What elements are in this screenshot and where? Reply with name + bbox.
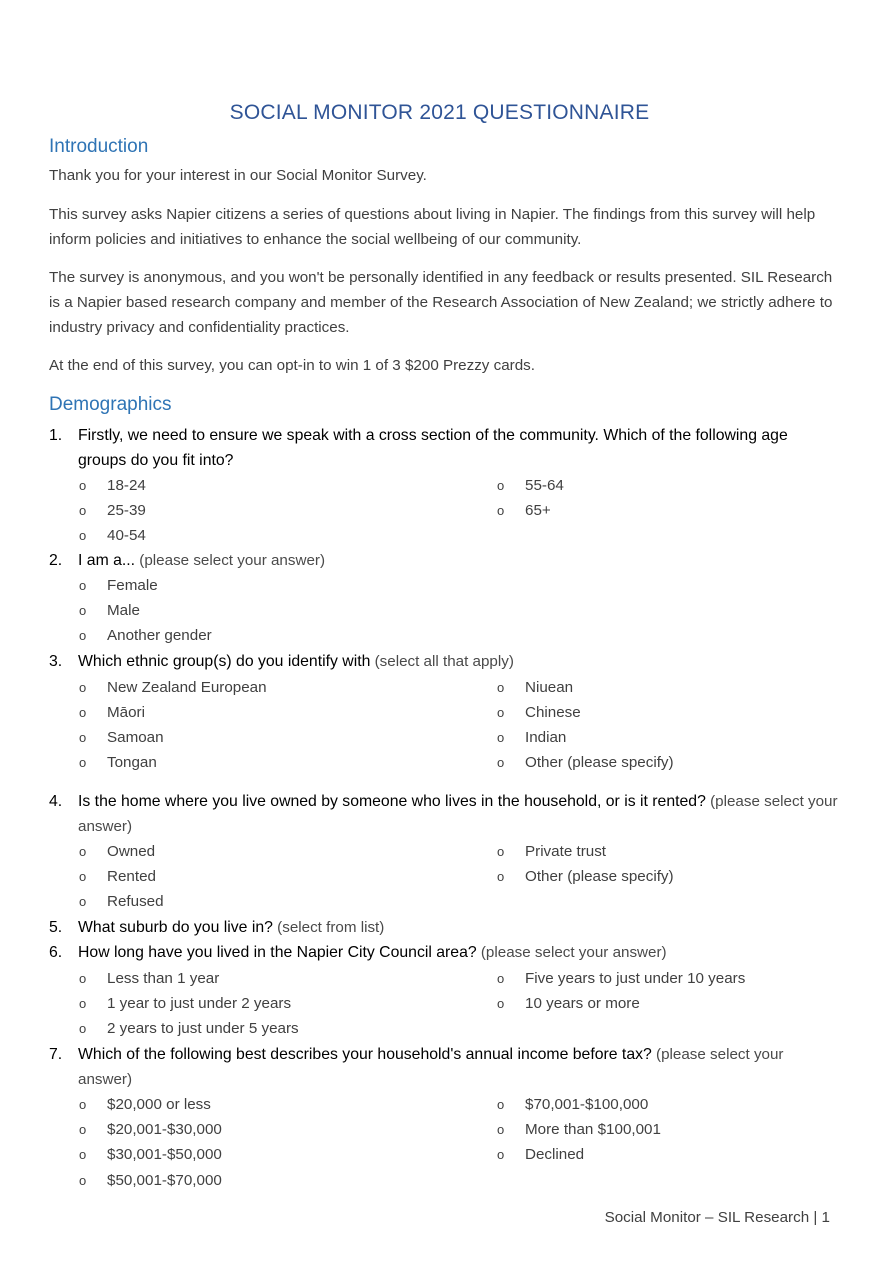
q6-option-2-to-5-years[interactable]: o 2 years to just under 5 years: [79, 1016, 299, 1041]
radio-circle-icon[interactable]: o: [497, 503, 505, 518]
question-text: Firstly, we need to ensure we speak with a cross section of the community. Which of the following age groups do you fit into?: [78, 427, 788, 469]
radio-circle-icon[interactable]: o: [79, 844, 87, 859]
radio-circle-icon[interactable]: o: [79, 1173, 87, 1188]
radio-circle-icon[interactable]: o: [497, 844, 505, 859]
q3-option-maori[interactable]: o Māori: [79, 700, 145, 725]
q7-option-declined[interactable]: o Declined: [497, 1142, 584, 1167]
question-text: Which of the following best describes your household's annual income before tax?: [78, 1046, 652, 1063]
radio-circle-icon[interactable]: o: [497, 971, 505, 986]
checkbox-circle-icon[interactable]: o: [79, 755, 87, 770]
radio-circle-icon[interactable]: o: [79, 578, 87, 593]
question-text: What suburb do you live in?: [78, 919, 273, 936]
radio-circle-icon[interactable]: o: [79, 1147, 87, 1162]
radio-circle-icon[interactable]: o: [497, 1147, 505, 1162]
radio-circle-icon[interactable]: o: [79, 503, 87, 518]
q1-option-18-24[interactable]: o 18-24: [79, 473, 146, 498]
q1-option-55-64[interactable]: o 55-64: [497, 473, 564, 498]
q4-option-private-trust[interactable]: o Private trust: [497, 839, 606, 864]
radio-circle-icon[interactable]: o: [79, 971, 87, 986]
q3-option-samoan[interactable]: o Samoan: [79, 725, 164, 750]
q2-option-female[interactable]: o Female: [79, 573, 158, 598]
question-hint: (select from list): [272, 919, 385, 936]
radio-circle-icon[interactable]: o: [79, 528, 87, 543]
question-text: I am a...: [78, 552, 136, 569]
question-hint: (please select your answer): [78, 793, 838, 835]
intro-paragraph-4: At the end of this survey, you can opt-in to win 1 of 3 $200 Prezzy cards.: [49, 357, 535, 374]
q3-option-chinese[interactable]: o Chinese: [497, 700, 581, 725]
checkbox-circle-icon[interactable]: o: [79, 680, 87, 695]
q7-option-20000-or-less[interactable]: o $20,000 or less: [79, 1092, 211, 1117]
question-1: [49, 423, 839, 473]
question-hint: (please select your answer): [135, 552, 326, 569]
question-2: 2. I am a... (please select your answer): [49, 552, 326, 569]
introduction-heading: Introduction: [49, 136, 149, 157]
question-hint: (please select your answer): [476, 944, 667, 961]
checkbox-circle-icon[interactable]: o: [497, 730, 505, 745]
radio-circle-icon[interactable]: o: [79, 869, 87, 884]
question-3: 3. Which ethnic group(s) do you identify with (select all that apply): [49, 653, 514, 670]
q7-option-more-than-100001[interactable]: o More than $100,001: [497, 1117, 661, 1142]
checkbox-circle-icon[interactable]: o: [79, 705, 87, 720]
question-hint: (please select your answer): [78, 1046, 784, 1088]
q7-option-30001-50000[interactable]: o $30,001-$50,000: [79, 1142, 222, 1167]
q2-option-another-gender[interactable]: o Another gender: [79, 623, 212, 648]
question-hint: (select all that apply): [370, 653, 514, 670]
intro-paragraph-3: The survey is anonymous, and you won't be personally identified in any feedback or results presented. SIL Research is a Napier based research company and member of the Research Association of New Zealand; we strictly adhere to industry privacy and confidentiality practices.: [49, 269, 833, 336]
radio-circle-icon[interactable]: o: [79, 1122, 87, 1137]
q7-option-20001-30000[interactable]: o $20,001-$30,000: [79, 1117, 222, 1142]
radio-circle-icon[interactable]: o: [497, 1122, 505, 1137]
checkbox-circle-icon[interactable]: o: [79, 730, 87, 745]
checkbox-circle-icon[interactable]: o: [497, 755, 505, 770]
q7-option-50001-70000[interactable]: o $50,001-$70,000: [79, 1168, 222, 1193]
radio-circle-icon[interactable]: o: [79, 894, 87, 909]
q4-option-refused[interactable]: o Refused: [79, 889, 164, 914]
radio-circle-icon[interactable]: o: [79, 1097, 87, 1112]
q3-option-niuean[interactable]: o Niuean: [497, 675, 573, 700]
q4-option-owned[interactable]: o Owned: [79, 839, 155, 864]
q3-option-other[interactable]: o Other (please specify): [497, 750, 674, 775]
q6-option-5-to-10-years[interactable]: o Five years to just under 10 years: [497, 966, 745, 991]
radio-circle-icon[interactable]: o: [497, 478, 505, 493]
question-4: 4. Is the home where you live owned by someone who lives in the household, or is it rented? (please select your answer): [49, 793, 838, 835]
q3-option-indian[interactable]: o Indian: [497, 725, 566, 750]
checkbox-circle-icon[interactable]: o: [497, 680, 505, 695]
radio-circle-icon[interactable]: o: [497, 1097, 505, 1112]
q6-option-10-years-or-more[interactable]: o 10 years or more: [497, 991, 640, 1016]
question-text: Is the home where you live owned by someone who lives in the household, or is it rented?: [78, 793, 706, 810]
intro-paragraph-2: This survey asks Napier citizens a series of questions about living in Napier. The findings from this survey will help inform policies and initiatives to enhance the social wellbeing of our community.: [49, 206, 816, 248]
question-text: How long have you lived in the Napier City Council area?: [78, 944, 477, 961]
question-7: 7. Which of the following best describes your household's annual income before tax? (please select your answer): [49, 1046, 784, 1088]
intro-paragraph-1: Thank you for your interest in our Social Monitor Survey.: [49, 167, 427, 184]
question-5: 5. What suburb do you live in? (select from list): [49, 919, 385, 936]
radio-circle-icon[interactable]: o: [79, 478, 87, 493]
radio-circle-icon[interactable]: o: [497, 869, 505, 884]
q6-option-less-than-1-year[interactable]: o Less than 1 year: [79, 966, 219, 991]
page-footer: Social Monitor – SIL Research | 1: [604, 1209, 830, 1226]
radio-circle-icon[interactable]: o: [497, 996, 505, 1011]
q4-option-rented[interactable]: o Rented: [79, 864, 156, 889]
q1-option-40-54[interactable]: o 40-54: [79, 523, 146, 548]
radio-circle-icon[interactable]: o: [79, 628, 87, 643]
q3-option-tongan[interactable]: o Tongan: [79, 750, 157, 775]
q1-option-65-plus[interactable]: o 65+: [497, 498, 551, 523]
radio-circle-icon[interactable]: o: [79, 1021, 87, 1036]
question-number: 1.: [49, 427, 63, 444]
q7-option-70001-100000[interactable]: o $70,001-$100,000: [497, 1092, 648, 1117]
demographics-heading: Demographics: [49, 394, 172, 415]
q3-option-nz-european[interactable]: o New Zealand European: [79, 675, 267, 700]
document-title: SOCIAL MONITOR 2021 QUESTIONNAIRE: [229, 101, 650, 124]
question-text: Which ethnic group(s) do you identify with: [78, 653, 371, 670]
radio-circle-icon[interactable]: o: [79, 603, 87, 618]
q2-option-male[interactable]: o Male: [79, 598, 140, 623]
q6-option-1-to-2-years[interactable]: o 1 year to just under 2 years: [79, 991, 291, 1016]
radio-circle-icon[interactable]: o: [79, 996, 87, 1011]
q4-option-other[interactable]: o Other (please specify): [497, 864, 674, 889]
question-6: 6. How long have you lived in the Napier City Council area? (please select your answer): [49, 944, 667, 961]
checkbox-circle-icon[interactable]: o: [497, 705, 505, 720]
q1-option-25-39[interactable]: o 25-39: [79, 498, 146, 523]
